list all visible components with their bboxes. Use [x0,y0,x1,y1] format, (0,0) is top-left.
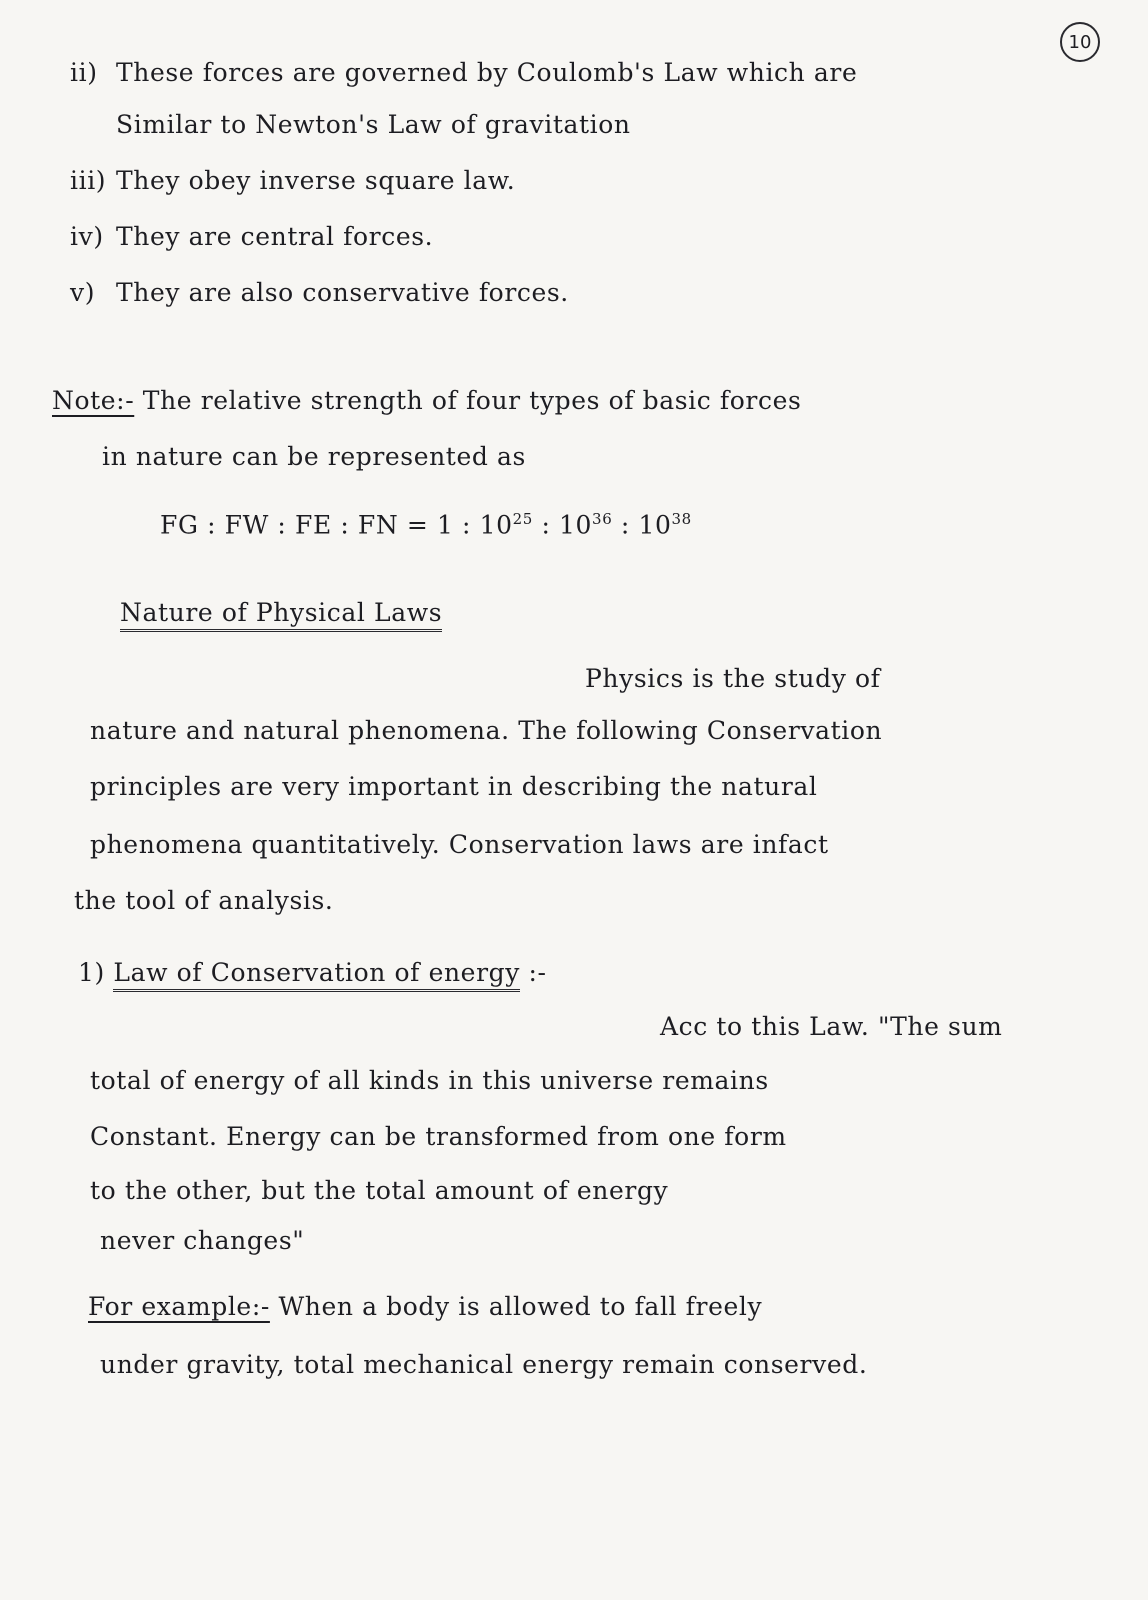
example-line: under gravity, total mechanical energy remain conserved. [100,1350,868,1379]
law-line: to the other, but the total amount of energy [90,1176,669,1205]
note-line: Note:- The relative strength of four types of basic forces [52,386,802,415]
note-label: Note:- [52,386,135,415]
paragraph-line: the tool of analysis. [74,886,334,915]
list-item-continued: Similar to Newton's Law of gravitation [116,110,631,139]
note-line: in nature can be represented as [102,442,526,471]
law-line: never changes" [100,1226,305,1255]
paragraph-line: nature and natural phenomena. The following Conservation [90,716,883,745]
example-line: For example:- When a body is allowed to fall freely [88,1292,763,1321]
law-line: total of energy of all kinds in this universe remains [90,1066,769,1095]
paragraph-line: phenomena quantitatively. Conservation laws are infact [90,830,829,859]
paragraph-line: principles are very important in describing the natural [90,772,818,801]
law-line: Acc to this Law. "The sum [660,1012,1003,1041]
list-item: ii) These forces are governed by Coulomb's Law which are [70,58,858,87]
example-label: For example:- [88,1292,270,1321]
page-number: 10 [1060,22,1100,62]
list-item: v) They are also conservative forces. [70,278,569,307]
section-title: Nature of Physical Laws [120,598,442,627]
force-ratio: FG : FW : FE : FN = 1 : $10^{25}$ : $10^{36}$ : $10^{38}$ [160,510,692,540]
law-heading: 1) Law of Conservation of energy :- [78,958,547,987]
law-title: Law of Conservation of energy [113,958,520,992]
list-item: iv) They are central forces. [70,222,434,251]
paragraph-line: Physics is the study of [585,664,881,693]
list-item: iii) They obey inverse square law. [70,166,516,195]
law-line: Constant. Energy can be transformed from one form [90,1122,787,1151]
